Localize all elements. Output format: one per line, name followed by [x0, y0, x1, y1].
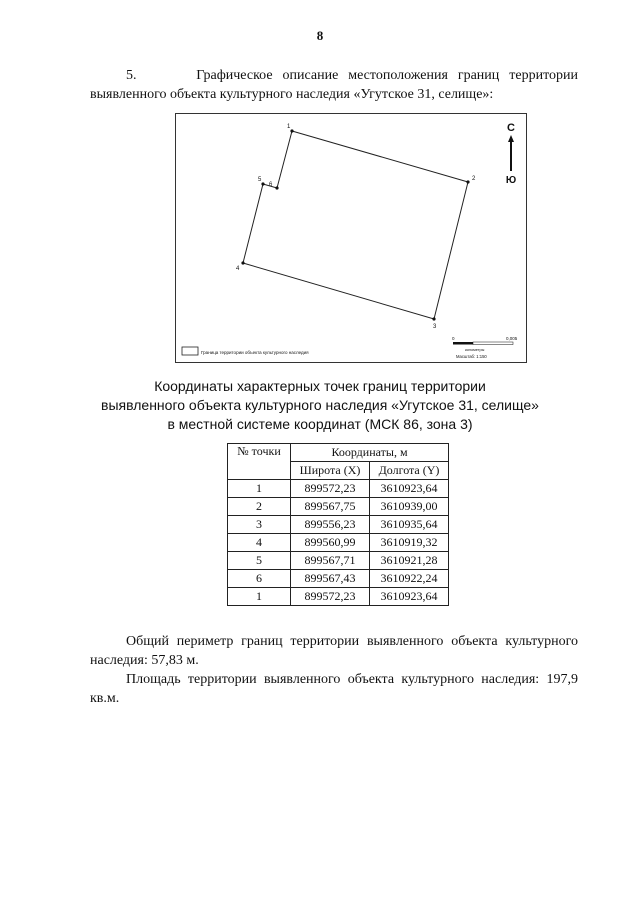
vertex-3-label: 3: [433, 324, 437, 330]
boundary-polygon: [243, 131, 468, 319]
cell-x: 899572,23: [291, 588, 370, 606]
section-heading: [90, 66, 578, 104]
table-row: [228, 516, 449, 534]
scale-end-label: 0,005: [506, 336, 518, 341]
header-point-number: № точки: [228, 444, 291, 480]
cell-point: 6: [228, 570, 291, 588]
section-number: 5.: [126, 68, 137, 83]
cell-point: 2: [228, 498, 291, 516]
scale-bar: [452, 336, 518, 359]
vertex-1-dot: [290, 129, 293, 132]
cell-point: 5: [228, 552, 291, 570]
compass-arrowhead-icon: [508, 135, 514, 142]
cell-x: 899567,43: [291, 570, 370, 588]
vertex-3-dot: [432, 317, 435, 320]
compass: [506, 122, 516, 186]
table-caption-line-3: в местной системе координат (МСК 86, зона 3): [167, 416, 473, 432]
cell-y: 3610922,24: [370, 570, 449, 588]
cell-point: 4: [228, 534, 291, 552]
vertex-2-label: 2: [472, 176, 476, 182]
table-header-row: [228, 444, 449, 462]
cell-x: 899567,75: [291, 498, 370, 516]
boundary-vertices: [241, 129, 469, 320]
compass-south-label: Ю: [505, 175, 517, 186]
table-row: [228, 570, 449, 588]
cell-x: 899567,71: [291, 552, 370, 570]
table-row: [228, 498, 449, 516]
cell-y: 3610935,64: [370, 516, 449, 534]
table-row: [228, 588, 449, 606]
section-heading-text: Графическое описание местоположения границ территории выявленного объекта культурного наследия «Угутское 31, селище»:: [90, 68, 578, 102]
map-legend: [182, 347, 309, 355]
coordinates-table: [227, 443, 449, 606]
vertex-6-dot: [275, 186, 278, 189]
scale-units-label: километры: [465, 348, 485, 352]
table-caption-line-2: выявленного объекта культурного наследия «Угутское 31, селище»: [101, 397, 539, 413]
page-number: 8: [316, 28, 324, 43]
cell-y: 3610939,00: [370, 498, 449, 516]
scale-start-label: 0: [452, 336, 455, 341]
cell-y: 3610919,32: [370, 534, 449, 552]
table-row: [228, 552, 449, 570]
vertex-2-dot: [466, 180, 469, 183]
scale-ratio-label: Масштаб: 1:150: [456, 354, 487, 359]
legend-text: Граница территории объекта культурного наследия: [201, 350, 309, 355]
vertex-5-dot: [261, 182, 264, 185]
header-longitude: Долгота (Y): [370, 462, 449, 480]
header-coordinates: Координаты, м: [291, 444, 449, 462]
cell-x: 899572,23: [291, 480, 370, 498]
scale-bar-segment-dark: [453, 342, 473, 345]
boundary-map-drawing: [176, 114, 528, 364]
table-row: [228, 480, 449, 498]
header-latitude: Широта (X): [291, 462, 370, 480]
compass-north-label: С: [507, 122, 515, 134]
cell-y: 3610923,64: [370, 480, 449, 498]
cell-x: 899560,99: [291, 534, 370, 552]
cell-x: 899556,23: [291, 516, 370, 534]
vertex-1-label: 1: [287, 124, 291, 130]
cell-y: 3610921,28: [370, 552, 449, 570]
cell-point: 1: [228, 480, 291, 498]
scale-bar-segment-light: [473, 342, 513, 345]
vertex-6-label: 6: [269, 182, 273, 188]
table-row: [228, 534, 449, 552]
cell-y: 3610923,64: [370, 588, 449, 606]
vertex-4-dot: [241, 261, 244, 264]
cell-point: 1: [228, 588, 291, 606]
perimeter-paragraph: Общий периметр границ территории выявленного объекта культурного наследия: 57,83 м.: [90, 634, 578, 668]
cell-point: 3: [228, 516, 291, 534]
vertex-5-label: 5: [258, 177, 262, 183]
area-paragraph: Площадь территории выявленного объекта культурного наследия: 197,9 кв.м.: [90, 672, 578, 706]
vertex-4-label: 4: [236, 266, 240, 272]
table-caption-line-1: Координаты характерных точек границ территории: [154, 378, 486, 394]
legend-swatch: [182, 347, 198, 355]
boundary-map: [175, 113, 527, 363]
